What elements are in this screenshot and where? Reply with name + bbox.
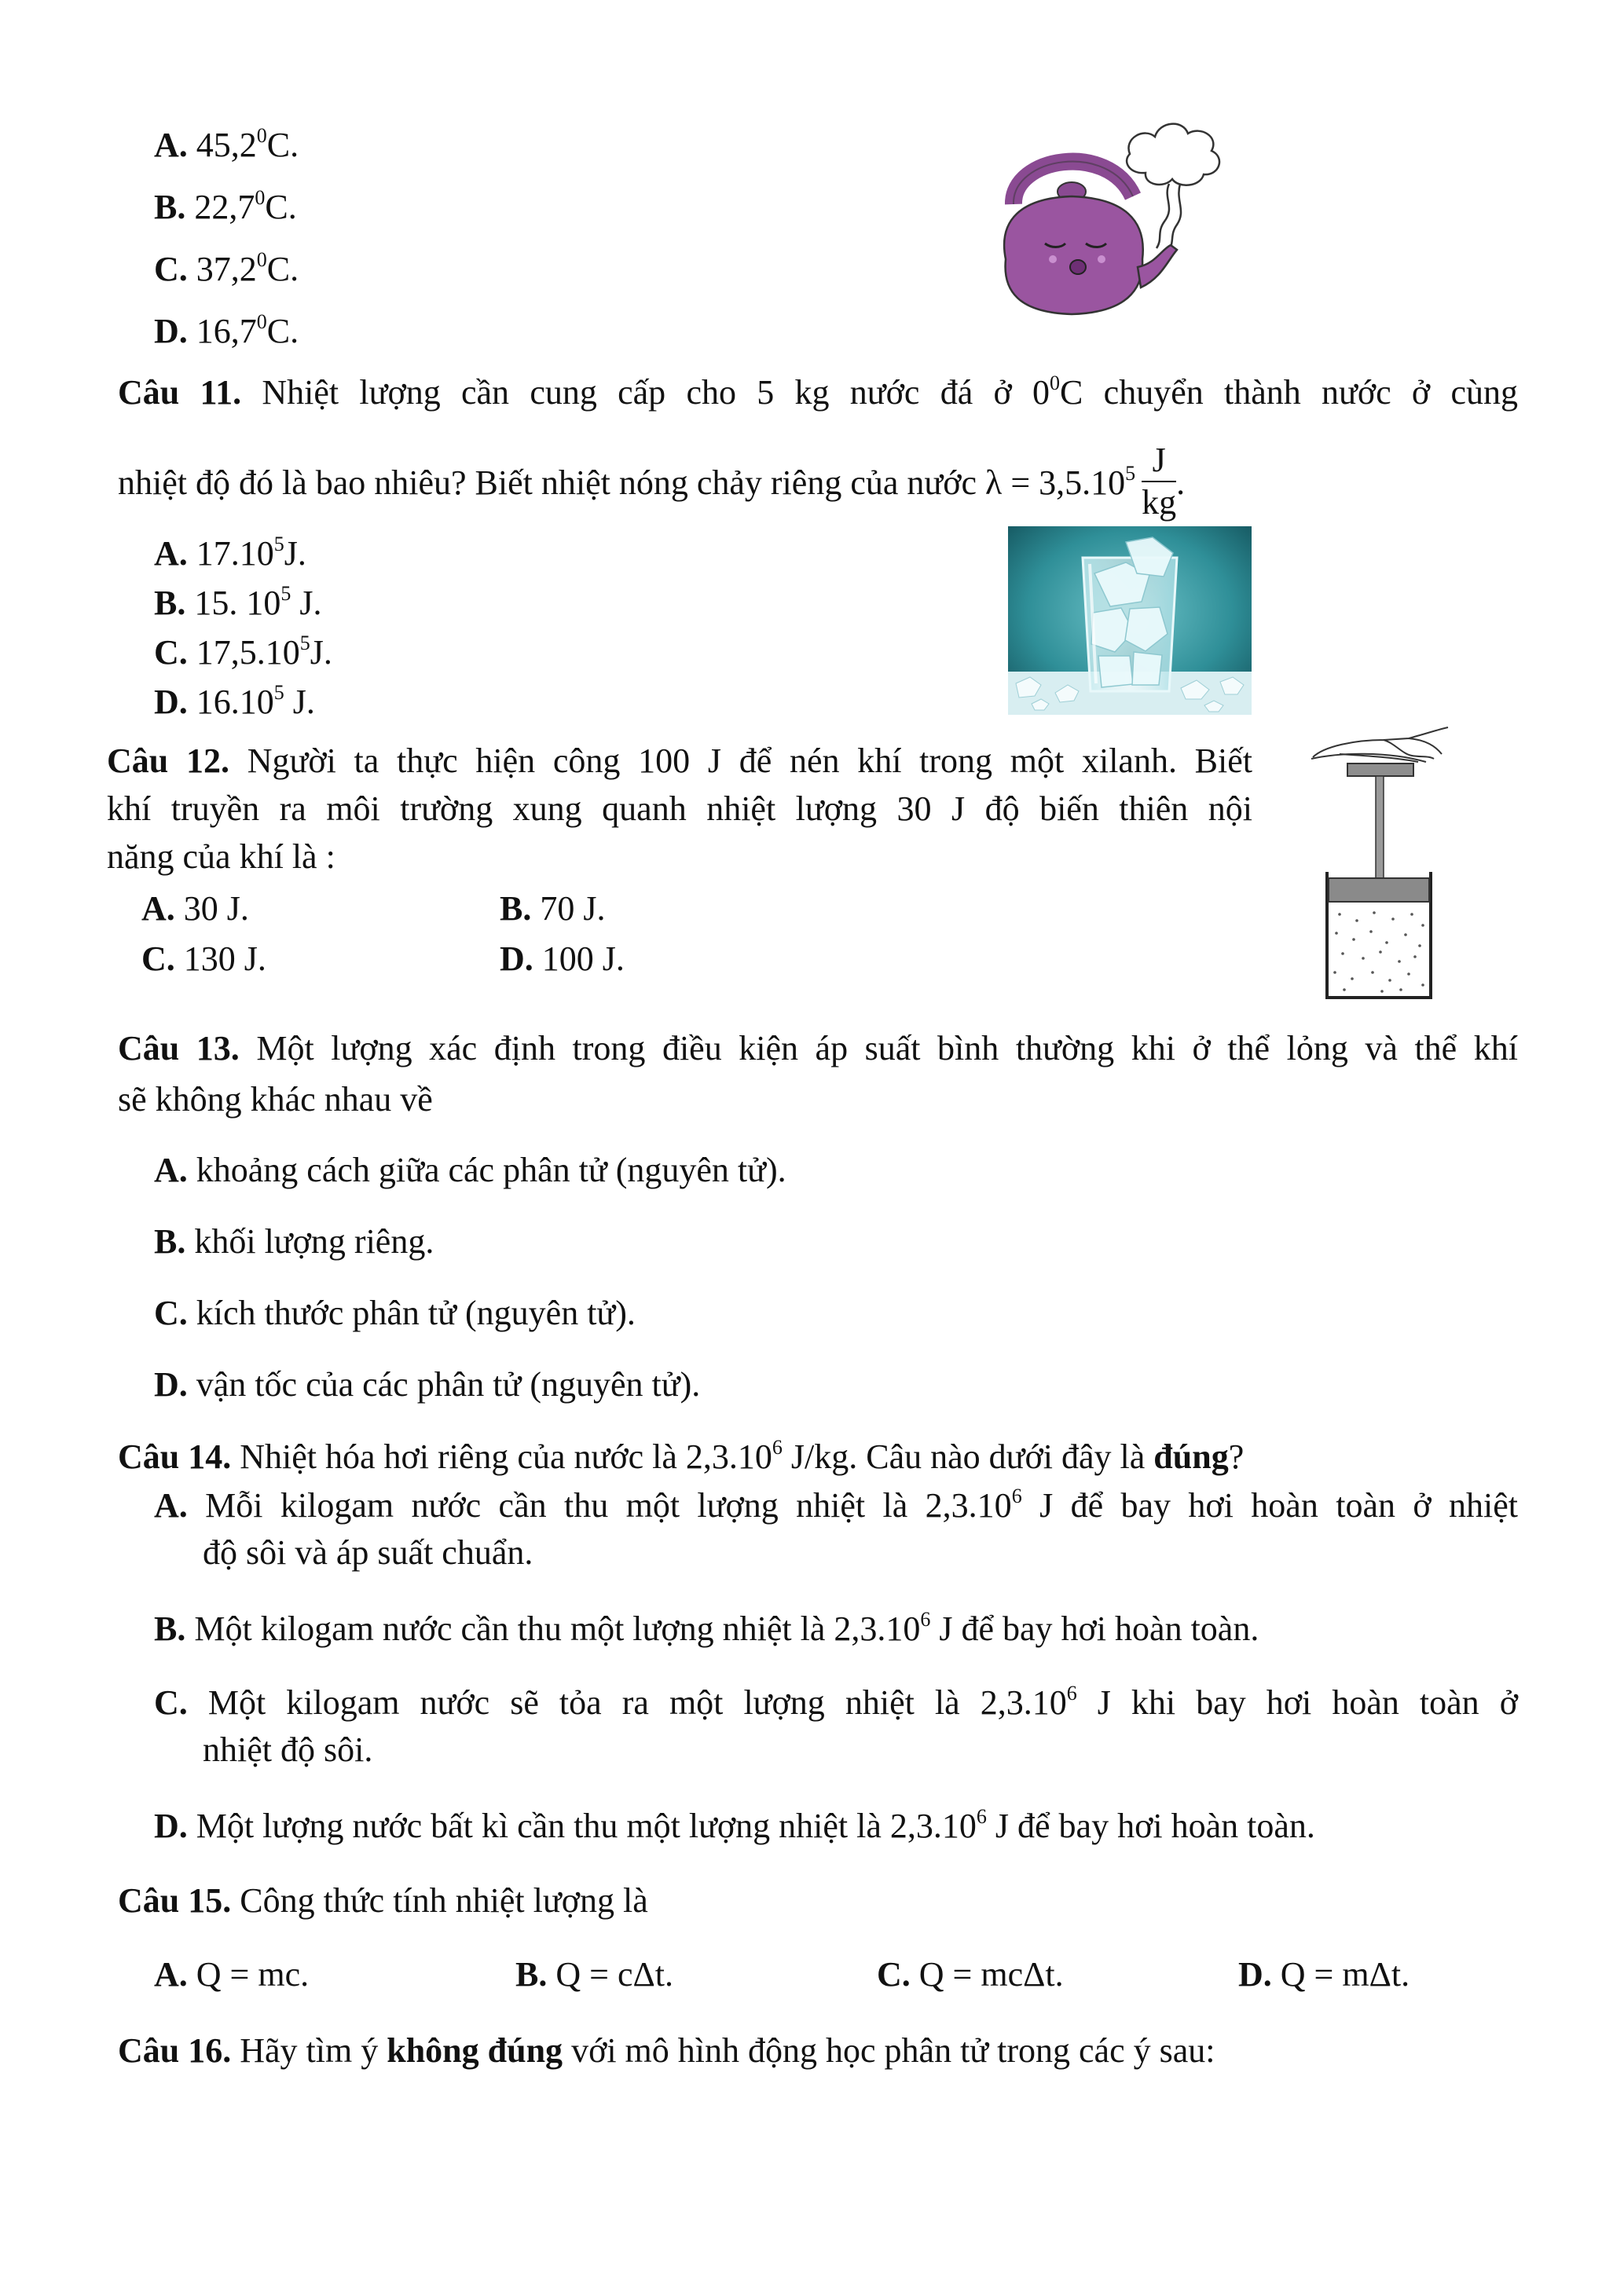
q11-option-c: C. 17,5.10$^5$J. [154,632,332,672]
q14-stem: Câu 14. Nhiệt hóa hơi riêng của nước là 2,3.10$^6$ J/kg. Câu nào dưới đây là đúng? [118,1436,1245,1476]
q12-option-b: B. 70 J. [500,889,606,928]
q14-option-c-cont: nhiệt độ sôi. [203,1730,373,1769]
q12-line3: năng của khí là : [107,837,335,876]
q12-option-d: D. 100 J. [500,939,625,978]
q11-option-d: D. 16.10$^5$ J. [154,681,315,721]
q15-stem: Câu 15. Công thức tính nhiệt lượng là [118,1881,648,1920]
q12-line1: Câu 12. Người ta thực hiện công 100 J để nén khí trong một xilanh. Biết [107,742,1252,780]
q10-option-a: A. 45,2$^0$C. [154,124,299,164]
q11-line1-text: Câu 11. Nhiệt lượng cần cung cấp cho 5 kg nước đá ở $0^0C$ chuyển thành nước ở cùng [118,372,1518,412]
q13-line1: Câu 13. Một lượng xác định trong điều kiện áp suất bình thường khi ở thể lỏng và thể khí [118,1029,1518,1067]
q15-option-c: C. Q = mcΔt. [877,1955,1064,1994]
q14-option-d: D. Một lượng nước bất kì cần thu một lượng nhiệt là 2,3.10$^6$ J để bay hơi hoàn toàn. [154,1805,1315,1845]
q12-option-a: A. 30 J. [141,889,249,928]
q12-option-c: C. 130 J. [141,939,266,978]
ice-glass-photo [1008,526,1252,715]
q14-option-c: C. Một kilogam nước sẽ tỏa ra một lượng nhiệt là 2,3.10$^6$ J khi bay hơi hoàn toàn ở [154,1682,1518,1722]
q13-option-c: C. kích thước phân tử (nguyên tử). [154,1294,636,1332]
q11-option-a: A. 17.10$^5$J. [154,533,306,573]
q11-line2: nhiệt độ đó là bao nhiêu? Biết nhiệt nóng chảy riêng của nước $\lambda = 3,5.10^5$ $\frac{J}{kg}$ . [118,441,1186,522]
q14-option-a-cont: độ sôi và áp suất chuẩn. [203,1533,533,1572]
q11-fraction: $\frac{J}{kg}$ [1142,441,1177,522]
q15-option-b: B. Q = cΔt. [515,1955,673,1994]
q10-option-b: B. 22,7$^0$C. [154,186,297,226]
q15-option-d: D. Q = mΔt. [1238,1955,1410,1994]
q10-option-c: C. 37,2$^0$C. [154,248,299,288]
q14-option-b: B. Một kilogam nước cần thu một lượng nhiệt là 2,3.10$^6$ J để bay hơi hoàn toàn. [154,1608,1259,1648]
q13-option-a: A. khoảng cách giữa các phân tử (nguyên tử). [154,1151,786,1189]
q13-option-d: D. vận tốc của các phân tử (nguyên tử). [154,1365,701,1404]
q12-line2: khí truyền ra môi trường xung quanh nhiệt lượng 30 J độ biến thiên nội [107,789,1252,828]
q16-stem: Câu 16. Hãy tìm ý không đúng với mô hình động học phân tử trong các ý sau: [118,2031,1215,2070]
q13-option-b: B. khối lượng riêng. [154,1222,434,1261]
q11-option-b: B. 15. $10^5$ J. [154,582,322,622]
q14-option-a: A. Mỗi kilogam nước cần thu một lượng nhiệt là 2,3.10$^6$ J để bay hơi hoàn toàn ở nhiệt [154,1485,1519,1525]
kettle-illustration [990,110,1241,322]
piston-cylinder-diagram [1308,723,1450,1002]
q10-option-d: D. 16,7$^0$C. [154,310,299,350]
ice-glass-icon [1008,526,1252,715]
piston-icon [1308,723,1450,1002]
q15-option-a: A. Q = mc. [154,1955,310,1994]
q11-line1 [118,372,1518,419]
q13-line2: sẽ không khác nhau về [118,1080,433,1119]
kettle-icon [990,110,1241,322]
